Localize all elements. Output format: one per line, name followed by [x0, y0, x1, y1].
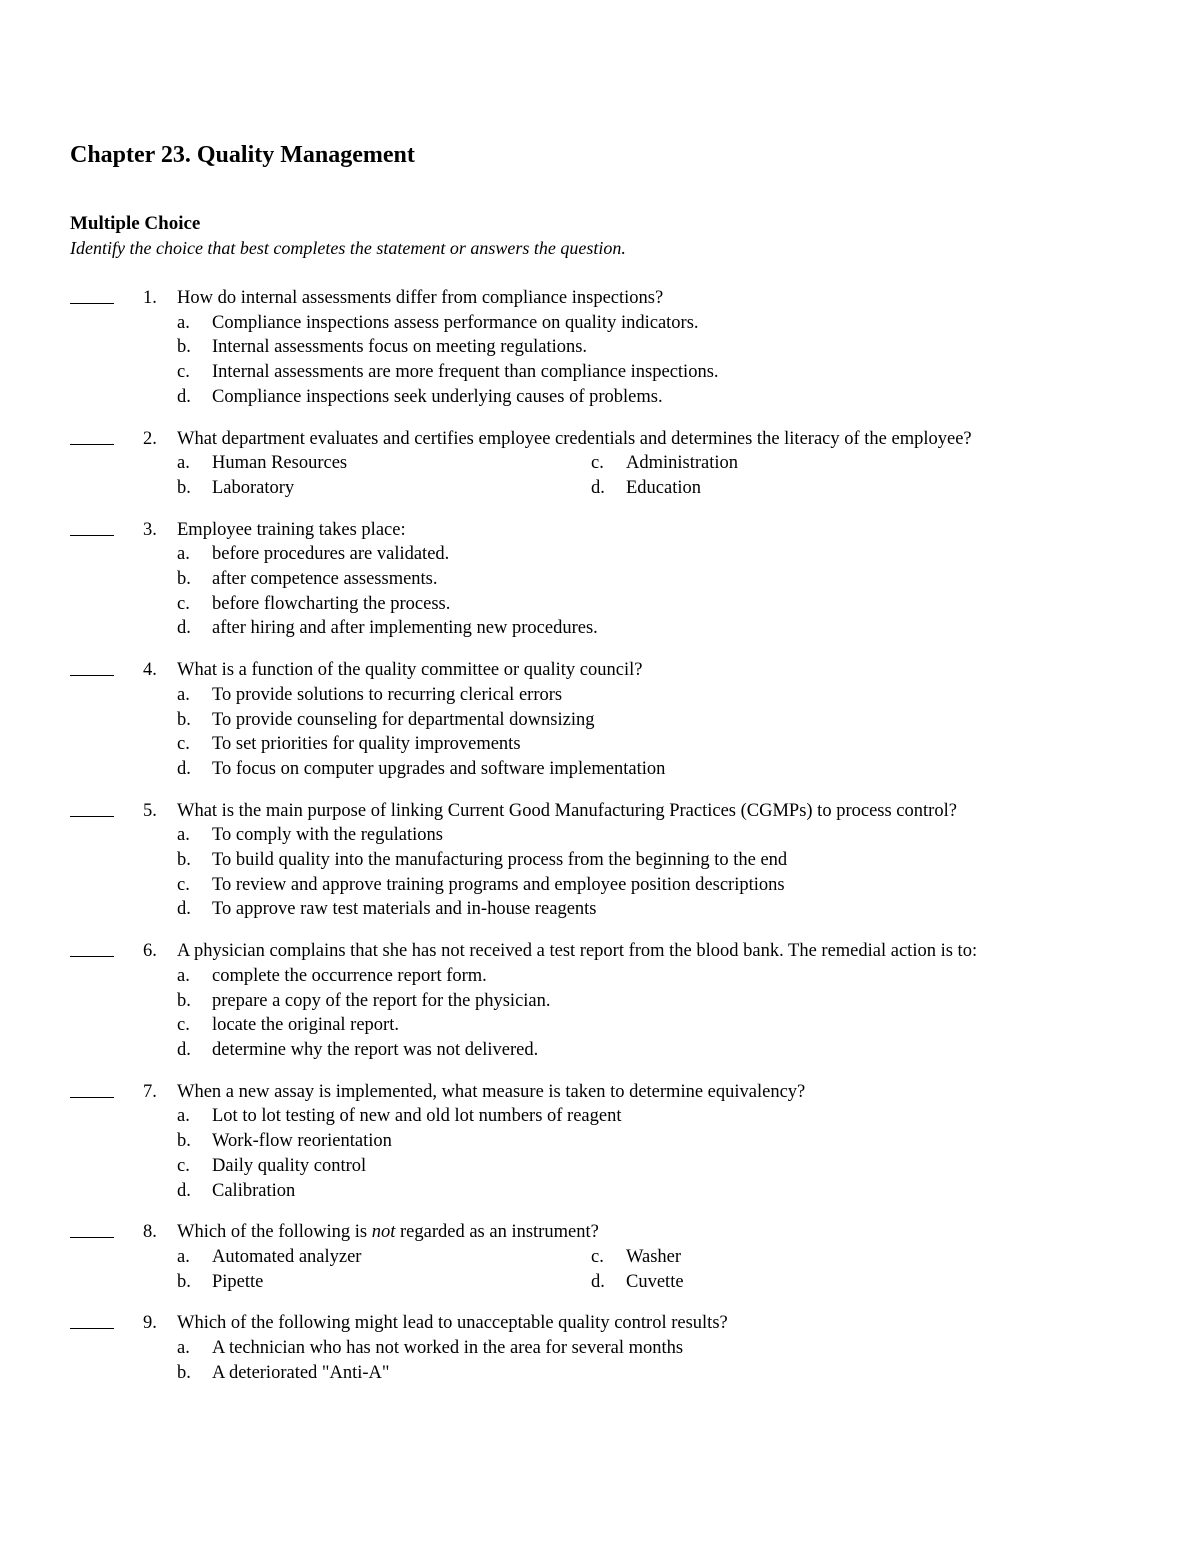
chapter-title: Chapter 23. Quality Management: [70, 142, 415, 168]
option-d: [177, 757, 1200, 782]
option-d: [591, 1270, 1005, 1295]
option-letter: a.: [177, 544, 190, 565]
option-b: [177, 1361, 1200, 1386]
question-number: 5.: [143, 800, 157, 821]
option-a: [177, 1104, 1200, 1129]
option-text: To set priorities for quality improvements: [212, 734, 521, 755]
option-text: Daily quality control: [212, 1155, 367, 1176]
option-d: [177, 1179, 1200, 1204]
option-letter: c.: [177, 734, 190, 755]
option-c: [177, 732, 1200, 757]
question-8: [0, 1220, 1200, 1294]
option-letter: d.: [177, 618, 191, 639]
answer-blank[interactable]: [70, 1097, 114, 1098]
option-letter: a.: [177, 965, 190, 986]
option-d: [177, 616, 1200, 641]
option-list: [177, 451, 1200, 500]
option-letter: b.: [177, 477, 191, 498]
option-c: [177, 1013, 1200, 1038]
option-a: [177, 1245, 591, 1270]
option-text: Cuvette: [626, 1271, 684, 1292]
option-text: before procedures are validated.: [212, 544, 450, 565]
option-d: [177, 897, 1200, 922]
option-text: Compliance inspections seek underlying causes of problems.: [212, 386, 663, 407]
option-letter: b.: [177, 1271, 191, 1292]
question-6: [0, 939, 1200, 1063]
option-b: [177, 1129, 1200, 1154]
option-text: Administration: [626, 453, 739, 474]
option-letter: d.: [591, 477, 605, 498]
option-text: To approve raw test materials and in-house reagents: [212, 899, 597, 920]
option-text: Lot to lot testing of new and old lot numbers of reagent: [212, 1106, 622, 1127]
option-letter: a.: [177, 312, 190, 333]
option-c: [177, 592, 1200, 617]
option-letter: c.: [177, 362, 190, 383]
option-text: locate the original report.: [212, 1015, 399, 1036]
option-letter: d.: [177, 386, 191, 407]
question-9: [0, 1311, 1200, 1385]
option-a: [177, 683, 1200, 708]
option-list: [177, 1104, 1200, 1203]
question-1: [0, 286, 1200, 410]
option-list: [177, 823, 1200, 922]
answer-blank[interactable]: [70, 303, 114, 304]
question-number: 1.: [143, 288, 157, 308]
option-b: [177, 989, 1200, 1014]
answer-blank[interactable]: [70, 956, 114, 957]
question-stem: How do internal assessments differ from compliance inspections?: [177, 288, 664, 308]
question-number: 3.: [143, 519, 157, 540]
option-text: Work-flow reorientation: [212, 1131, 392, 1152]
option-d: [177, 385, 1200, 410]
option-b: [177, 1270, 591, 1295]
option-a: [177, 311, 1200, 336]
option-list: [177, 1245, 1200, 1294]
option-text: Internal assessments focus on meeting regulations.: [212, 337, 588, 358]
option-text: Automated analyzer: [212, 1246, 362, 1267]
option-b: [177, 476, 591, 501]
question-stem: What is the main purpose of linking Current Good Manufacturing Practices (CGMPs) to process control?: [177, 800, 957, 821]
answer-blank[interactable]: [70, 1328, 114, 1329]
question-number: 6.: [143, 941, 157, 962]
question-5: [0, 799, 1200, 923]
option-text: To provide solutions to recurring clerical errors: [212, 684, 563, 705]
answer-blank[interactable]: [70, 816, 114, 817]
option-letter: b.: [177, 337, 191, 358]
option-letter: c.: [177, 593, 190, 614]
option-list: [177, 311, 1200, 410]
option-b: [177, 708, 1200, 733]
option-letter: d.: [177, 1180, 191, 1201]
option-text: To comply with the regulations: [212, 825, 443, 846]
question-stem: What is a function of the quality committee or quality council?: [177, 660, 643, 681]
option-text: determine why the report was not delivered.: [212, 1039, 539, 1060]
option-text: Pipette: [212, 1271, 264, 1292]
option-letter: d.: [177, 1039, 191, 1060]
option-b: [177, 335, 1200, 360]
option-a: [177, 542, 1200, 567]
section-instructions: Identify the choice that best completes the statement or answers the question.: [70, 238, 626, 258]
option-a: [177, 964, 1200, 989]
option-list: [177, 964, 1200, 1063]
option-text: before flowcharting the process.: [212, 593, 451, 614]
stem-text-before: Which of the following is: [177, 1222, 372, 1243]
option-letter: c.: [177, 1015, 190, 1036]
question-number: 2.: [143, 428, 157, 449]
option-text: Human Resources: [212, 453, 348, 474]
option-letter: c.: [591, 1246, 604, 1267]
question-7: [0, 1080, 1200, 1204]
question-number: 9.: [143, 1313, 157, 1334]
option-b: [177, 848, 1200, 873]
option-letter: b.: [177, 990, 191, 1011]
answer-blank[interactable]: [70, 535, 114, 536]
option-text: To provide counseling for departmental downsizing: [212, 709, 595, 730]
option-letter: c.: [177, 1155, 190, 1176]
option-text: To focus on computer upgrades and software implementation: [212, 758, 666, 779]
option-a: [177, 1336, 1200, 1361]
option-letter: a.: [177, 453, 190, 474]
option-letter: c.: [591, 453, 604, 474]
question-stem: Employee training takes place:: [177, 519, 406, 540]
question-stem: A physician complains that she has not received a test report from the blood bank. The remedial action is to:: [177, 941, 978, 962]
option-letter: a.: [177, 684, 190, 705]
question-2: [0, 427, 1200, 501]
option-text: Washer: [626, 1246, 682, 1267]
question-3: [0, 518, 1200, 642]
question-stem: When a new assay is implemented, what measure is taken to determine equivalency?: [177, 1081, 806, 1102]
option-c: [177, 873, 1200, 898]
option-text: A deteriorated "Anti-A": [212, 1362, 390, 1383]
option-d: [591, 476, 1005, 501]
option-text: complete the occurrence report form.: [212, 965, 487, 986]
option-c: [177, 360, 1200, 385]
question-4: [0, 658, 1200, 782]
option-letter: d.: [177, 899, 191, 920]
option-letter: b.: [177, 1362, 191, 1383]
option-letter: b.: [177, 709, 191, 730]
option-text: A technician who has not worked in the area for several months: [212, 1338, 684, 1359]
option-c: [177, 1154, 1200, 1179]
option-letter: a.: [177, 825, 190, 846]
option-letter: a.: [177, 1338, 190, 1359]
option-text: To review and approve training programs and employee position descriptions: [212, 874, 785, 895]
option-letter: b.: [177, 850, 191, 871]
question-list: [0, 286, 1200, 1402]
option-letter: c.: [177, 874, 190, 895]
option-text: Education: [626, 477, 702, 498]
option-letter: b.: [177, 569, 191, 590]
stem-text-after: regarded as an instrument?: [395, 1222, 599, 1243]
option-letter: b.: [177, 1131, 191, 1152]
option-c: [591, 451, 1005, 476]
question-number: 7.: [143, 1081, 157, 1102]
option-text: Compliance inspections assess performance on quality indicators.: [212, 312, 699, 333]
option-list: [177, 683, 1200, 782]
answer-blank[interactable]: [70, 444, 114, 445]
option-b: [177, 567, 1200, 592]
option-a: [177, 451, 591, 476]
option-text: To build quality into the manufacturing process from the beginning to the end: [212, 850, 788, 871]
option-text: Laboratory: [212, 477, 295, 498]
option-letter: a.: [177, 1106, 190, 1127]
section-heading: Multiple Choice: [70, 213, 201, 234]
option-letter: d.: [591, 1271, 605, 1292]
option-list: [177, 1336, 1200, 1385]
question-number: 4.: [143, 660, 157, 681]
question-stem: What department evaluates and certifies employee credentials and determines the literacy of the employee?: [177, 428, 972, 449]
question-stem: Which of the following might lead to unacceptable quality control results?: [177, 1313, 728, 1334]
answer-blank[interactable]: [70, 675, 114, 676]
answer-blank[interactable]: [70, 1237, 114, 1238]
option-list: [177, 542, 1200, 641]
option-text: Calibration: [212, 1180, 296, 1201]
stem-emphasis: not: [371, 1222, 396, 1243]
question-stem: [177, 1220, 1200, 1245]
option-text: after competence assessments.: [212, 569, 438, 590]
question-number: 8.: [143, 1222, 157, 1243]
option-c: [591, 1245, 1005, 1270]
option-d: [177, 1038, 1200, 1063]
option-text: after hiring and after implementing new procedures.: [212, 618, 598, 639]
option-letter: d.: [177, 758, 191, 779]
option-a: [177, 823, 1200, 848]
option-letter: a.: [177, 1246, 190, 1267]
option-text: prepare a copy of the report for the physician.: [212, 990, 551, 1011]
option-text: Internal assessments are more frequent than compliance inspections.: [212, 362, 719, 383]
